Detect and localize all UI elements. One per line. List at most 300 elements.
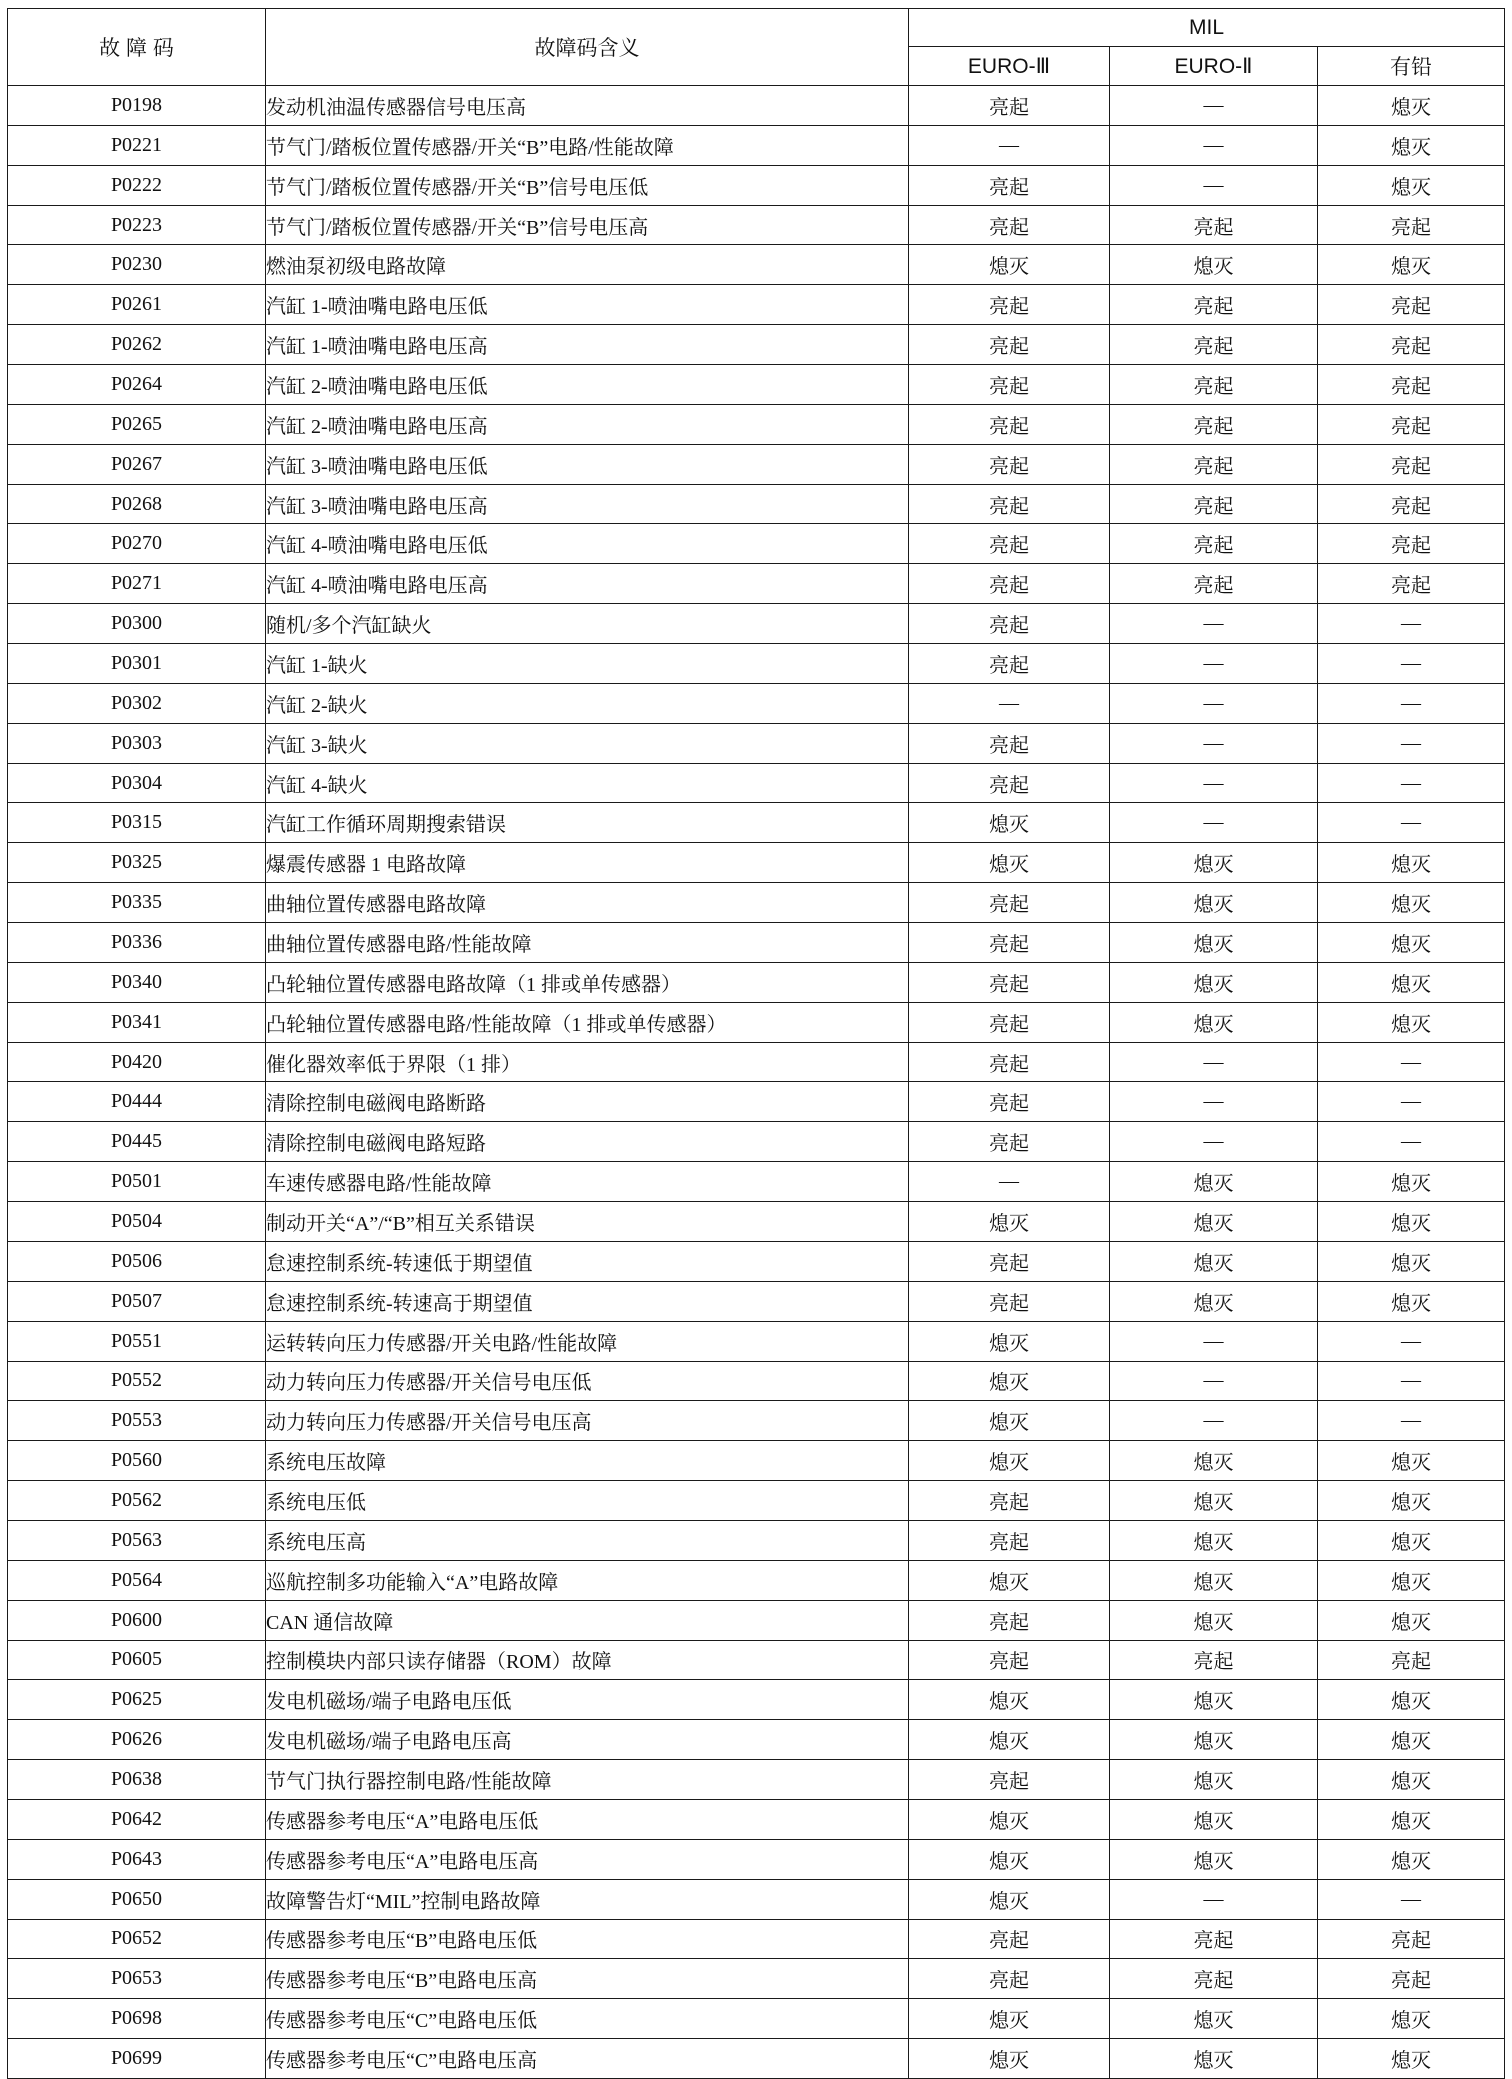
mil-leaded-cell: 亮起 bbox=[1318, 365, 1505, 405]
fault-description-cell: 系统电压低 bbox=[266, 1481, 909, 1521]
fault-description-cell: 发电机磁场/端子电路电压低 bbox=[266, 1680, 909, 1720]
fault-description-cell: 汽缸 1-缺火 bbox=[266, 644, 909, 684]
fault-code-cell: P0420 bbox=[8, 1042, 266, 1082]
fault-description-cell: 爆震传感器 1 电路故障 bbox=[266, 843, 909, 883]
fault-code-cell: P0501 bbox=[8, 1162, 266, 1202]
mil-euro3-cell: 亮起 bbox=[909, 1481, 1110, 1521]
fault-code-cell: P0302 bbox=[8, 683, 266, 723]
table-row bbox=[8, 205, 1505, 245]
fault-description-cell: 汽缸 3-缺火 bbox=[266, 723, 909, 763]
mil-euro2-cell: 熄灭 bbox=[1110, 1799, 1318, 1839]
mil-leaded-cell: — bbox=[1318, 1042, 1505, 1082]
mil-leaded-cell: 熄灭 bbox=[1318, 1002, 1505, 1042]
mil-leaded-cell: 亮起 bbox=[1318, 444, 1505, 484]
table-row bbox=[8, 1600, 1505, 1640]
mil-euro3-cell: 熄灭 bbox=[909, 1361, 1110, 1401]
mil-leaded-cell: 亮起 bbox=[1318, 524, 1505, 564]
fault-code-cell: P0560 bbox=[8, 1441, 266, 1481]
mil-euro3-cell: 亮起 bbox=[909, 1281, 1110, 1321]
fault-code-cell: P0625 bbox=[8, 1680, 266, 1720]
mil-euro3-cell: 亮起 bbox=[909, 883, 1110, 923]
fault-code-cell: P0270 bbox=[8, 524, 266, 564]
table-row bbox=[8, 1042, 1505, 1082]
mil-euro3-cell: 亮起 bbox=[909, 1959, 1110, 1999]
fault-description-cell: 传感器参考电压“B”电路电压高 bbox=[266, 1959, 909, 1999]
table-row bbox=[8, 843, 1505, 883]
mil-leaded-cell: 熄灭 bbox=[1318, 1441, 1505, 1481]
fault-code-cell: P0643 bbox=[8, 1839, 266, 1879]
fault-description-cell: 车速传感器电路/性能故障 bbox=[266, 1162, 909, 1202]
fault-description-cell: 汽缸 3-喷油嘴电路电压高 bbox=[266, 484, 909, 524]
mil-euro3-cell: 亮起 bbox=[909, 604, 1110, 644]
mil-leaded-cell: 熄灭 bbox=[1318, 125, 1505, 165]
mil-leaded-cell: 熄灭 bbox=[1318, 1999, 1505, 2039]
fault-description-cell: 节气门/踏板位置传感器/开关“B”信号电压低 bbox=[266, 165, 909, 205]
mil-leaded-cell: 熄灭 bbox=[1318, 1600, 1505, 1640]
mil-leaded-cell: 亮起 bbox=[1318, 484, 1505, 524]
fault-code-cell: P0315 bbox=[8, 803, 266, 843]
mil-euro2-cell: 熄灭 bbox=[1110, 2039, 1318, 2079]
mil-euro3-cell: 亮起 bbox=[909, 1082, 1110, 1122]
fault-description-cell: 系统电压高 bbox=[266, 1520, 909, 1560]
mil-leaded-cell: — bbox=[1318, 1321, 1505, 1361]
mil-leaded-cell: — bbox=[1318, 1122, 1505, 1162]
table-row bbox=[8, 1122, 1505, 1162]
mil-euro2-cell: — bbox=[1110, 1879, 1318, 1919]
table-row bbox=[8, 1520, 1505, 1560]
fault-code-cell: P0507 bbox=[8, 1281, 266, 1321]
fault-description-cell: 汽缸 2-喷油嘴电路电压低 bbox=[266, 365, 909, 405]
fault-description-cell: 运转转向压力传感器/开关电路/性能故障 bbox=[266, 1321, 909, 1361]
mil-euro3-cell: 亮起 bbox=[909, 962, 1110, 1002]
mil-leaded-cell: 熄灭 bbox=[1318, 1760, 1505, 1800]
mil-euro2-cell: — bbox=[1110, 1361, 1318, 1401]
fault-description-cell: 怠速控制系统-转速高于期望值 bbox=[266, 1281, 909, 1321]
fault-description-cell: 发电机磁场/端子电路电压高 bbox=[266, 1720, 909, 1760]
mil-euro3-cell: 亮起 bbox=[909, 404, 1110, 444]
mil-leaded-cell: 熄灭 bbox=[1318, 2039, 1505, 2079]
mil-leaded-cell: — bbox=[1318, 1082, 1505, 1122]
fault-code-cell: P0638 bbox=[8, 1760, 266, 1800]
mil-euro2-cell: 熄灭 bbox=[1110, 1162, 1318, 1202]
fault-description-cell: 随机/多个汽缸缺火 bbox=[266, 604, 909, 644]
mil-euro3-cell: — bbox=[909, 683, 1110, 723]
table-row bbox=[8, 604, 1505, 644]
fault-code-cell: P0551 bbox=[8, 1321, 266, 1361]
mil-euro2-cell: 亮起 bbox=[1110, 205, 1318, 245]
table-row bbox=[8, 1919, 1505, 1959]
fault-code-table bbox=[7, 8, 1505, 2079]
mil-euro2-cell: — bbox=[1110, 723, 1318, 763]
fault-code-cell: P0340 bbox=[8, 962, 266, 1002]
fault-description-cell: 汽缸工作循环周期搜索错误 bbox=[266, 803, 909, 843]
mil-leaded-cell: 熄灭 bbox=[1318, 843, 1505, 883]
mil-leaded-cell: 熄灭 bbox=[1318, 1560, 1505, 1600]
mil-leaded-cell: — bbox=[1318, 644, 1505, 684]
mil-leaded-cell: — bbox=[1318, 723, 1505, 763]
header-leaded: 有铅 bbox=[1318, 47, 1505, 86]
mil-leaded-cell: — bbox=[1318, 763, 1505, 803]
fault-code-cell: P0230 bbox=[8, 245, 266, 285]
fault-description-cell: 汽缸 4-喷油嘴电路电压低 bbox=[266, 524, 909, 564]
fault-code-cell: P0642 bbox=[8, 1799, 266, 1839]
mil-leaded-cell: 熄灭 bbox=[1318, 165, 1505, 205]
mil-euro2-cell: — bbox=[1110, 1401, 1318, 1441]
table-row bbox=[8, 1241, 1505, 1281]
fault-code-cell: P0552 bbox=[8, 1361, 266, 1401]
mil-euro2-cell: 亮起 bbox=[1110, 285, 1318, 325]
mil-leaded-cell: 熄灭 bbox=[1318, 1680, 1505, 1720]
table-body bbox=[8, 86, 1505, 2079]
fault-description-cell: 动力转向压力传感器/开关信号电压高 bbox=[266, 1401, 909, 1441]
fault-description-cell: 汽缸 1-喷油嘴电路电压高 bbox=[266, 325, 909, 365]
mil-leaded-cell: — bbox=[1318, 1879, 1505, 1919]
mil-leaded-cell: 亮起 bbox=[1318, 325, 1505, 365]
mil-euro3-cell: 亮起 bbox=[909, 1640, 1110, 1680]
mil-leaded-cell: 亮起 bbox=[1318, 564, 1505, 604]
table-row bbox=[8, 125, 1505, 165]
mil-euro2-cell: 熄灭 bbox=[1110, 962, 1318, 1002]
mil-euro2-cell: 熄灭 bbox=[1110, 1281, 1318, 1321]
mil-euro3-cell: — bbox=[909, 125, 1110, 165]
mil-euro3-cell: 亮起 bbox=[909, 564, 1110, 604]
fault-code-cell: P0699 bbox=[8, 2039, 266, 2079]
table-row bbox=[8, 365, 1505, 405]
table-row bbox=[8, 484, 1505, 524]
mil-euro2-cell: — bbox=[1110, 604, 1318, 644]
mil-euro3-cell: 熄灭 bbox=[909, 1799, 1110, 1839]
fault-description-cell: 故障警告灯“MIL”控制电路故障 bbox=[266, 1879, 909, 1919]
table-row bbox=[8, 325, 1505, 365]
mil-euro3-cell: 熄灭 bbox=[909, 1321, 1110, 1361]
mil-euro2-cell: — bbox=[1110, 1122, 1318, 1162]
mil-euro2-cell: 熄灭 bbox=[1110, 923, 1318, 963]
mil-leaded-cell: 亮起 bbox=[1318, 285, 1505, 325]
table-row bbox=[8, 763, 1505, 803]
table-header bbox=[8, 9, 1505, 86]
fault-code-cell: P0303 bbox=[8, 723, 266, 763]
table-row bbox=[8, 564, 1505, 604]
fault-code-cell: P0223 bbox=[8, 205, 266, 245]
table-row bbox=[8, 1879, 1505, 1919]
mil-leaded-cell: — bbox=[1318, 683, 1505, 723]
header-euro2: EURO-Ⅱ bbox=[1110, 47, 1318, 86]
mil-euro2-cell: 熄灭 bbox=[1110, 245, 1318, 285]
mil-euro3-cell: 亮起 bbox=[909, 165, 1110, 205]
table-row bbox=[8, 1560, 1505, 1600]
fault-description-cell: 怠速控制系统-转速低于期望值 bbox=[266, 1241, 909, 1281]
fault-description-cell: 汽缸 4-缺火 bbox=[266, 763, 909, 803]
fault-description-cell: 催化器效率低于界限（1 排） bbox=[266, 1042, 909, 1082]
mil-euro2-cell: 亮起 bbox=[1110, 325, 1318, 365]
fault-description-cell: 节气门/踏板位置传感器/开关“B”电路/性能故障 bbox=[266, 125, 909, 165]
fault-code-cell: P0600 bbox=[8, 1600, 266, 1640]
fault-description-cell: 发动机油温传感器信号电压高 bbox=[266, 86, 909, 126]
mil-euro3-cell: 熄灭 bbox=[909, 1441, 1110, 1481]
mil-euro2-cell: 熄灭 bbox=[1110, 1600, 1318, 1640]
fault-description-cell: 汽缸 1-喷油嘴电路电压低 bbox=[266, 285, 909, 325]
mil-euro3-cell: 亮起 bbox=[909, 365, 1110, 405]
fault-code-cell: P0562 bbox=[8, 1481, 266, 1521]
fault-code-cell: P0301 bbox=[8, 644, 266, 684]
mil-euro3-cell: 亮起 bbox=[909, 524, 1110, 564]
mil-euro2-cell: 熄灭 bbox=[1110, 1441, 1318, 1481]
table-row bbox=[8, 1959, 1505, 1999]
fault-description-cell: 清除控制电磁阀电路断路 bbox=[266, 1082, 909, 1122]
fault-description-cell: 控制模块内部只读存储器（ROM）故障 bbox=[266, 1640, 909, 1680]
mil-leaded-cell: 熄灭 bbox=[1318, 1720, 1505, 1760]
table-row bbox=[8, 1162, 1505, 1202]
table-row bbox=[8, 1799, 1505, 1839]
mil-euro3-cell: 熄灭 bbox=[909, 1560, 1110, 1600]
mil-euro2-cell: — bbox=[1110, 763, 1318, 803]
mil-leaded-cell: — bbox=[1318, 1401, 1505, 1441]
fault-description-cell: 凸轮轴位置传感器电路故障（1 排或单传感器） bbox=[266, 962, 909, 1002]
header-row-top bbox=[8, 9, 1505, 47]
fault-code-cell: P0553 bbox=[8, 1401, 266, 1441]
table-row bbox=[8, 1401, 1505, 1441]
mil-euro3-cell: 亮起 bbox=[909, 86, 1110, 126]
fault-code-cell: P0626 bbox=[8, 1720, 266, 1760]
mil-leaded-cell: 亮起 bbox=[1318, 1919, 1505, 1959]
mil-euro3-cell: 亮起 bbox=[909, 444, 1110, 484]
fault-code-cell: P0261 bbox=[8, 285, 266, 325]
mil-leaded-cell: 熄灭 bbox=[1318, 245, 1505, 285]
mil-leaded-cell: 熄灭 bbox=[1318, 1799, 1505, 1839]
mil-euro3-cell: 亮起 bbox=[909, 923, 1110, 963]
mil-euro2-cell: 熄灭 bbox=[1110, 843, 1318, 883]
fault-code-cell: P0262 bbox=[8, 325, 266, 365]
mil-leaded-cell: 熄灭 bbox=[1318, 1520, 1505, 1560]
table-row bbox=[8, 1202, 1505, 1242]
table-row bbox=[8, 1002, 1505, 1042]
header-euro3: EURO-Ⅲ bbox=[909, 47, 1110, 86]
mil-euro3-cell: 亮起 bbox=[909, 484, 1110, 524]
mil-euro3-cell: 亮起 bbox=[909, 1042, 1110, 1082]
fault-description-cell: 汽缸 4-喷油嘴电路电压高 bbox=[266, 564, 909, 604]
mil-euro2-cell: 熄灭 bbox=[1110, 1560, 1318, 1600]
mil-euro3-cell: 熄灭 bbox=[909, 1401, 1110, 1441]
mil-euro3-cell: 熄灭 bbox=[909, 2039, 1110, 2079]
mil-euro2-cell: — bbox=[1110, 86, 1318, 126]
fault-description-cell: 节气门执行器控制电路/性能故障 bbox=[266, 1760, 909, 1800]
fault-code-cell: P0304 bbox=[8, 763, 266, 803]
fault-description-cell: 动力转向压力传感器/开关信号电压低 bbox=[266, 1361, 909, 1401]
table-row bbox=[8, 644, 1505, 684]
mil-leaded-cell: 熄灭 bbox=[1318, 962, 1505, 1002]
mil-leaded-cell: 熄灭 bbox=[1318, 1202, 1505, 1242]
table-row bbox=[8, 1680, 1505, 1720]
mil-leaded-cell: — bbox=[1318, 604, 1505, 644]
fault-code-cell: P0336 bbox=[8, 923, 266, 963]
mil-euro2-cell: — bbox=[1110, 644, 1318, 684]
mil-euro3-cell: 熄灭 bbox=[909, 245, 1110, 285]
mil-euro2-cell: 熄灭 bbox=[1110, 1999, 1318, 2039]
fault-description-cell: 系统电压故障 bbox=[266, 1441, 909, 1481]
fault-description-cell: 凸轮轴位置传感器电路/性能故障（1 排或单传感器） bbox=[266, 1002, 909, 1042]
mil-euro2-cell: 熄灭 bbox=[1110, 1002, 1318, 1042]
fault-description-cell: 汽缸 3-喷油嘴电路电压低 bbox=[266, 444, 909, 484]
fault-code-cell: P0221 bbox=[8, 125, 266, 165]
mil-euro2-cell: — bbox=[1110, 125, 1318, 165]
mil-leaded-cell: 亮起 bbox=[1318, 404, 1505, 444]
mil-leaded-cell: 亮起 bbox=[1318, 205, 1505, 245]
header-meaning: 故障码含义 bbox=[266, 9, 909, 86]
mil-leaded-cell: 亮起 bbox=[1318, 1640, 1505, 1680]
mil-euro3-cell: 亮起 bbox=[909, 723, 1110, 763]
fault-description-cell: 汽缸 2-喷油嘴电路电压高 bbox=[266, 404, 909, 444]
fault-code-cell: P0650 bbox=[8, 1879, 266, 1919]
mil-euro3-cell: 熄灭 bbox=[909, 843, 1110, 883]
fault-description-cell: 曲轴位置传感器电路故障 bbox=[266, 883, 909, 923]
fault-code-cell: P0445 bbox=[8, 1122, 266, 1162]
table-row bbox=[8, 404, 1505, 444]
fault-description-cell: 清除控制电磁阀电路短路 bbox=[266, 1122, 909, 1162]
mil-leaded-cell: 熄灭 bbox=[1318, 1481, 1505, 1521]
mil-leaded-cell: 熄灭 bbox=[1318, 1839, 1505, 1879]
table-row bbox=[8, 1441, 1505, 1481]
header-code: 故 障 码 bbox=[8, 9, 266, 86]
fault-code-cell: P0198 bbox=[8, 86, 266, 126]
mil-euro2-cell: 熄灭 bbox=[1110, 1720, 1318, 1760]
mil-euro3-cell: 亮起 bbox=[909, 1919, 1110, 1959]
fault-code-cell: P0335 bbox=[8, 883, 266, 923]
mil-leaded-cell: 熄灭 bbox=[1318, 1281, 1505, 1321]
fault-description-cell: 巡航控制多功能输入“A”电路故障 bbox=[266, 1560, 909, 1600]
fault-description-cell: 传感器参考电压“B”电路电压低 bbox=[266, 1919, 909, 1959]
table-row bbox=[8, 1999, 1505, 2039]
mil-euro3-cell: 亮起 bbox=[909, 1600, 1110, 1640]
mil-euro3-cell: 熄灭 bbox=[909, 1879, 1110, 1919]
mil-euro3-cell: 亮起 bbox=[909, 205, 1110, 245]
table-row bbox=[8, 1481, 1505, 1521]
mil-euro2-cell: 亮起 bbox=[1110, 404, 1318, 444]
mil-euro2-cell: — bbox=[1110, 683, 1318, 723]
mil-euro2-cell: 亮起 bbox=[1110, 365, 1318, 405]
table-row bbox=[8, 1281, 1505, 1321]
mil-euro2-cell: 亮起 bbox=[1110, 444, 1318, 484]
fault-code-cell: P0444 bbox=[8, 1082, 266, 1122]
mil-leaded-cell: 熄灭 bbox=[1318, 1241, 1505, 1281]
mil-euro3-cell: 亮起 bbox=[909, 285, 1110, 325]
fault-code-cell: P0268 bbox=[8, 484, 266, 524]
fault-code-cell: P0267 bbox=[8, 444, 266, 484]
mil-leaded-cell: — bbox=[1318, 803, 1505, 843]
table-row bbox=[8, 923, 1505, 963]
mil-euro3-cell: 亮起 bbox=[909, 325, 1110, 365]
mil-euro3-cell: 熄灭 bbox=[909, 1839, 1110, 1879]
table-row bbox=[8, 723, 1505, 763]
mil-euro2-cell: 熄灭 bbox=[1110, 1839, 1318, 1879]
table-row bbox=[8, 2039, 1505, 2079]
mil-euro2-cell: 熄灭 bbox=[1110, 1760, 1318, 1800]
mil-euro3-cell: — bbox=[909, 1162, 1110, 1202]
fault-code-cell: P0653 bbox=[8, 1959, 266, 1999]
table-row bbox=[8, 1760, 1505, 1800]
table-row bbox=[8, 803, 1505, 843]
table-row bbox=[8, 1839, 1505, 1879]
fault-code-cell: P0222 bbox=[8, 165, 266, 205]
mil-leaded-cell: 熄灭 bbox=[1318, 883, 1505, 923]
mil-euro2-cell: 熄灭 bbox=[1110, 1481, 1318, 1521]
fault-description-cell: 传感器参考电压“C”电路电压低 bbox=[266, 1999, 909, 2039]
mil-euro2-cell: — bbox=[1110, 1082, 1318, 1122]
mil-euro2-cell: 亮起 bbox=[1110, 564, 1318, 604]
mil-euro3-cell: 熄灭 bbox=[909, 1680, 1110, 1720]
table-row bbox=[8, 165, 1505, 205]
mil-euro3-cell: 熄灭 bbox=[909, 1999, 1110, 2039]
mil-euro3-cell: 亮起 bbox=[909, 1002, 1110, 1042]
mil-euro3-cell: 亮起 bbox=[909, 763, 1110, 803]
fault-description-cell: 节气门/踏板位置传感器/开关“B”信号电压高 bbox=[266, 205, 909, 245]
fault-code-cell: P0698 bbox=[8, 1999, 266, 2039]
fault-code-cell: P0605 bbox=[8, 1640, 266, 1680]
table-row bbox=[8, 883, 1505, 923]
table-row bbox=[8, 962, 1505, 1002]
mil-euro2-cell: 熄灭 bbox=[1110, 883, 1318, 923]
fault-code-cell: P0265 bbox=[8, 404, 266, 444]
mil-euro2-cell: 熄灭 bbox=[1110, 1241, 1318, 1281]
mil-leaded-cell: 熄灭 bbox=[1318, 86, 1505, 126]
fault-description-cell: 制动开关“A”/“B”相互关系错误 bbox=[266, 1202, 909, 1242]
mil-leaded-cell: 熄灭 bbox=[1318, 923, 1505, 963]
fault-description-cell: CAN 通信故障 bbox=[266, 1600, 909, 1640]
fault-code-cell: P0564 bbox=[8, 1560, 266, 1600]
mil-euro3-cell: 亮起 bbox=[909, 1760, 1110, 1800]
mil-euro2-cell: 熄灭 bbox=[1110, 1202, 1318, 1242]
fault-code-cell: P0325 bbox=[8, 843, 266, 883]
mil-euro3-cell: 熄灭 bbox=[909, 1720, 1110, 1760]
table-row bbox=[8, 1720, 1505, 1760]
mil-euro2-cell: 亮起 bbox=[1110, 1919, 1318, 1959]
table-row bbox=[8, 524, 1505, 564]
fault-code-cell: P0341 bbox=[8, 1002, 266, 1042]
fault-description-cell: 传感器参考电压“A”电路电压低 bbox=[266, 1799, 909, 1839]
fault-code-cell: P0504 bbox=[8, 1202, 266, 1242]
mil-leaded-cell: 熄灭 bbox=[1318, 1162, 1505, 1202]
table-row bbox=[8, 1361, 1505, 1401]
mil-euro2-cell: — bbox=[1110, 1042, 1318, 1082]
fault-code-cell: P0506 bbox=[8, 1241, 266, 1281]
fault-code-cell: P0563 bbox=[8, 1520, 266, 1560]
table-row bbox=[8, 245, 1505, 285]
table-row bbox=[8, 86, 1505, 126]
mil-euro2-cell: 亮起 bbox=[1110, 524, 1318, 564]
fault-code-cell: P0271 bbox=[8, 564, 266, 604]
table-row bbox=[8, 285, 1505, 325]
mil-euro3-cell: 熄灭 bbox=[909, 803, 1110, 843]
table-row bbox=[8, 1640, 1505, 1680]
mil-euro3-cell: 亮起 bbox=[909, 644, 1110, 684]
mil-euro2-cell: — bbox=[1110, 803, 1318, 843]
mil-leaded-cell: — bbox=[1318, 1361, 1505, 1401]
mil-euro3-cell: 亮起 bbox=[909, 1241, 1110, 1281]
mil-euro2-cell: 熄灭 bbox=[1110, 1520, 1318, 1560]
fault-description-cell: 燃油泵初级电路故障 bbox=[266, 245, 909, 285]
fault-description-cell: 传感器参考电压“C”电路电压高 bbox=[266, 2039, 909, 2079]
header-mil: MIL bbox=[909, 9, 1505, 47]
table-row bbox=[8, 1082, 1505, 1122]
mil-euro2-cell: 熄灭 bbox=[1110, 1680, 1318, 1720]
mil-euro3-cell: 熄灭 bbox=[909, 1202, 1110, 1242]
mil-euro2-cell: — bbox=[1110, 1321, 1318, 1361]
fault-description-cell: 曲轴位置传感器电路/性能故障 bbox=[266, 923, 909, 963]
mil-euro2-cell: 亮起 bbox=[1110, 1640, 1318, 1680]
fault-code-cell: P0652 bbox=[8, 1919, 266, 1959]
table-row bbox=[8, 1321, 1505, 1361]
table-row bbox=[8, 444, 1505, 484]
fault-description-cell: 汽缸 2-缺火 bbox=[266, 683, 909, 723]
